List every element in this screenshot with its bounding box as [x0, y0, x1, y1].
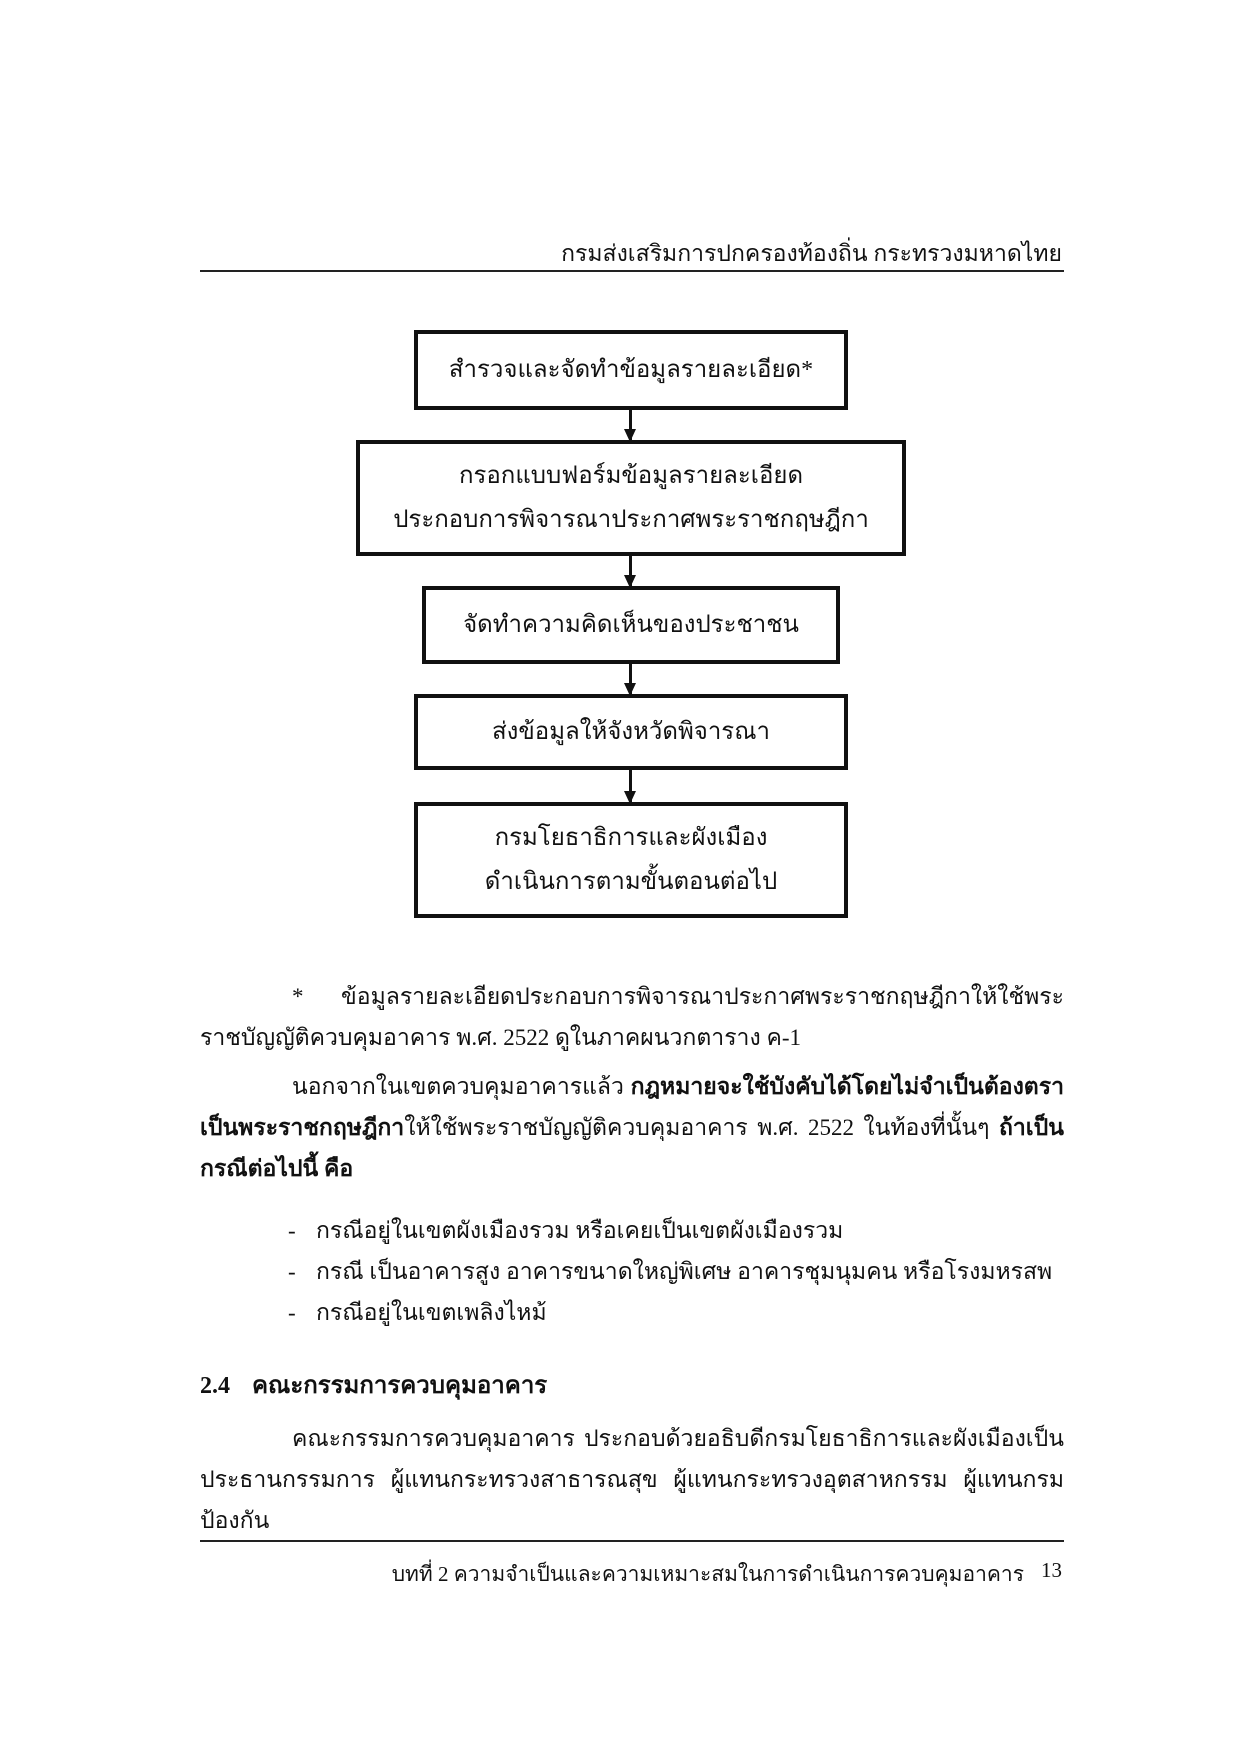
flow-step-4 [414, 694, 848, 770]
footer-divider [200, 1540, 1064, 1542]
list-dash: - [288, 1300, 296, 1325]
flow-step-1 [414, 330, 848, 410]
flow-step-1-line-1: สำรวจและจัดทำข้อมูลรายละเอียด* [448, 357, 814, 383]
list-item [288, 1292, 1052, 1333]
flow-step-4-line-1: ส่งข้อมูลให้จังหวัดพิจารณา [492, 719, 770, 745]
list-dash: - [288, 1218, 296, 1243]
list-item-text: กรณี เป็นอาคารสูง อาคารขนาดใหญ่พิเศษ อาคารชุมนุมคน หรือโรงมหรสพ [316, 1259, 1053, 1284]
footnote-paragraph: * ข้อมูลรายละเอียดประกอบการพิจารณาประกาศพระราชกฤษฎีกาให้ใช้พระราชบัญญัติควบคุมอาคาร พ.ศ. 2522 ดูในภาคผนวกตาราง ค-1 [200, 984, 1064, 1050]
flow-arrow-2 [629, 556, 632, 586]
paragraph-text-1: นอกจากในเขตควบคุมอาคารแล้ว [292, 1074, 631, 1099]
body-paragraph [200, 1066, 1064, 1189]
paragraph-bold-2: ถ้าเป็นกรณีต่อไปนี้ คือ [200, 1115, 1064, 1181]
list-dash: - [288, 1259, 296, 1284]
committee-paragraph: คณะกรรมการควบคุมอาคาร ประกอบด้วยอธิบดีกรมโยธาธิการและผังเมืองเป็นประธานกรรมการ ผู้แทนกระทรวงสาธารณสุข ผู้แทนกระทรวงอุตสาหกรรม ผู้แทนกรมป้องกัน [200, 1426, 1064, 1533]
case-list [288, 1210, 1052, 1333]
flow-step-5-line-1: กรมโยธาธิการและผังเมือง [494, 825, 768, 851]
paragraph-text-2: ให้ใช้พระราชบัญญัติควบคุมอาคาร พ.ศ. 2522 ในท้องที่นั้นๆ [404, 1115, 999, 1140]
flow-step-3 [422, 586, 840, 664]
header-divider [200, 270, 1064, 272]
section-title: คณะกรรมการควบคุมอาคาร [252, 1373, 548, 1399]
flow-step-3-line-1: จัดทำความคิดเห็นของประชาชน [463, 612, 799, 638]
section-number: 2.4 [200, 1373, 230, 1399]
flow-step-5 [414, 802, 848, 918]
flow-step-2 [356, 440, 906, 556]
paragraph-bold-1: กฎหมายจะใช้บังคับได้โดยไม่จำเป็นต้องตราเป็นพระราชกฤษฎีกา [200, 1074, 1064, 1140]
section-heading [200, 1365, 547, 1404]
list-item-text: กรณีอยู่ในเขตเพลิงไหม้ [316, 1300, 547, 1325]
flow-step-2-line-1: กรอกแบบฟอร์มข้อมูลรายละเอียด [458, 463, 804, 489]
footer-chapter-title: บทที่ 2 ความจำเป็นและความเหมาะสมในการดำเนินการควบคุมอาคาร [391, 1562, 1024, 1586]
list-item-text: กรณีอยู่ในเขตผังเมืองรวม หรือเคยเป็นเขตผังเมืองรวม [316, 1218, 844, 1243]
page-number: 13 [1041, 1558, 1062, 1582]
flow-step-5-line-2: ดำเนินการตามขั้นตอนต่อไป [484, 869, 778, 895]
header-text: กรมส่งเสริมการปกครองท้องถิ่น กระทรวงมหาดไทย [561, 241, 1062, 266]
flow-arrow-1 [629, 410, 632, 440]
flow-arrow-4 [629, 770, 632, 802]
flow-arrow-3 [629, 664, 632, 694]
list-item [288, 1251, 1052, 1292]
list-item [288, 1210, 1052, 1251]
flow-step-2-line-2: ประกอบการพิจารณาประกาศพระราชกฤษฎีกา [393, 507, 869, 533]
